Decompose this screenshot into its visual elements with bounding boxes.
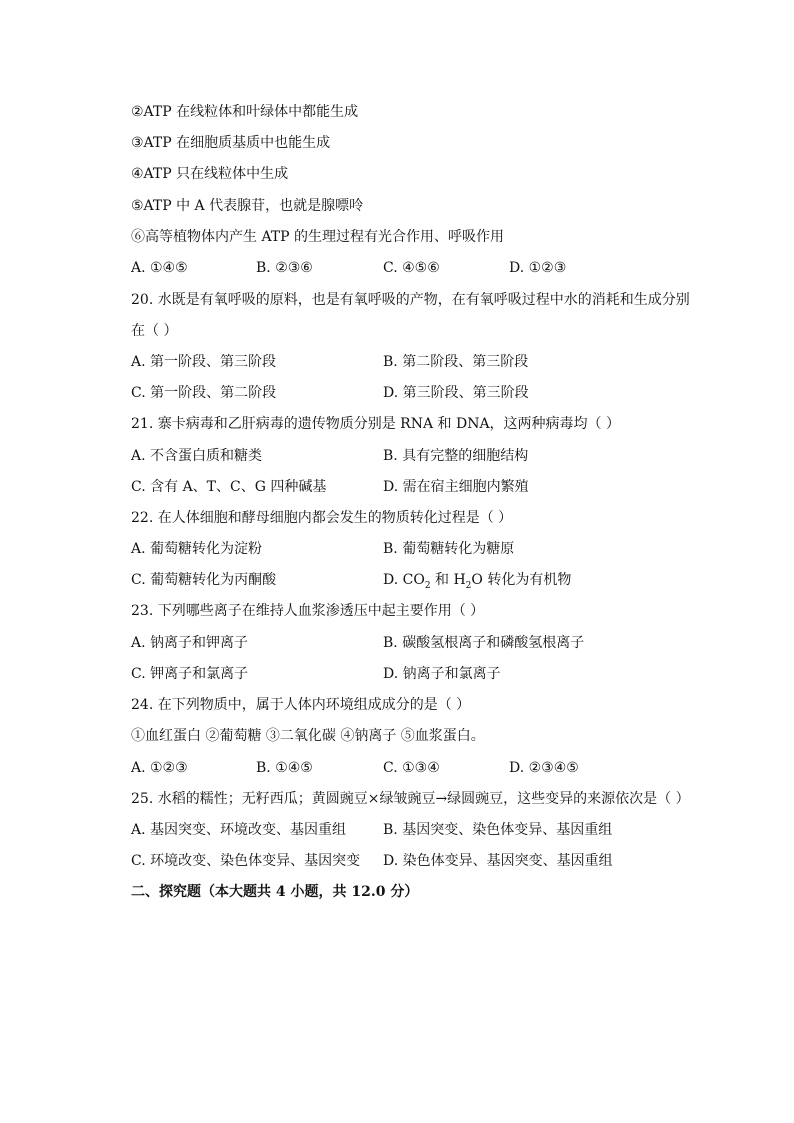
q23-option-d[interactable]: D. 钠离子和氯离子 xyxy=(383,666,501,682)
q22-option-d[interactable]: D. $CO_2$ 和 $H_2O$ 转化为有机物 xyxy=(383,572,572,591)
q22-option-c[interactable]: C. 葡萄糖转化为丙酮酸 xyxy=(131,572,277,588)
q25-option-a[interactable]: A. 基因突变、环境改变、基因重组 xyxy=(131,822,347,838)
section2-title: 二、探究题（本大题共 4 小题，共 12.0 分） xyxy=(131,884,419,900)
q21-option-d[interactable]: D. 需在宿主细胞内繁殖 xyxy=(383,479,529,495)
q21-option-b[interactable]: B. 具有完整的细胞结构 xyxy=(383,448,529,464)
q19-option-a[interactable]: A. ①④⑤ xyxy=(131,260,188,276)
q22-option-a[interactable]: A. 葡萄糖转化为淀粉 xyxy=(131,541,263,557)
q22-stem: 22. 在人体细胞和酵母细胞内都会发生的物质转化过程是（ ） xyxy=(131,510,513,526)
q19-option-b[interactable]: B. ②③⑥ xyxy=(256,260,313,276)
q24-option-c[interactable]: C. ①③④ xyxy=(383,760,440,776)
q20-option-a[interactable]: A. 第一阶段、第三阶段 xyxy=(131,354,277,370)
q20-option-d[interactable]: D. 第三阶段、第三阶段 xyxy=(383,385,529,401)
q25-option-c[interactable]: C. 环境改变、染色体变异、基因突变 xyxy=(131,853,361,869)
statement-4: ④ATP 只在线粒体中生成 xyxy=(131,166,289,182)
q25-option-b[interactable]: B. 基因突变、染色体变异、基因重组 xyxy=(383,822,613,838)
q25-option-d[interactable]: D. 染色体变异、基因突变、基因重组 xyxy=(383,853,613,869)
q24-option-a[interactable]: A. ①②③ xyxy=(131,760,188,776)
q24-option-d[interactable]: D. ②③④⑤ xyxy=(509,760,579,776)
q23-option-c[interactable]: C. 钾离子和氯离子 xyxy=(131,666,249,682)
statement-6: ⑥高等植物体内产生 ATP 的生理过程有光合作用、呼吸作用 xyxy=(131,229,505,245)
statement-2: ②ATP 在线粒体和叶绿体中都能生成 xyxy=(131,104,359,120)
statement-5: ⑤ATP 中 A 代表腺苷，也就是腺嘌呤 xyxy=(131,198,364,214)
q25-stem: 25. 水稻的糯性；无籽西瓜；黄圆豌豆×绿皱豌豆→绿圆豌豆，这些变异的来源依次是（ ） xyxy=(131,791,690,807)
q24-items: ①血红蛋白 ②葡萄糖 ③二氧化碳 ④钠离子 ⑤血浆蛋白。 xyxy=(131,728,485,744)
q24-stem: 24. 在下列物质中，属于人体内环境组成成分的是（ ） xyxy=(131,697,471,713)
q21-stem: 21. 寨卡病毒和乙肝病毒的遗传物质分别是 RNA 和 DNA，这两种病毒均（ ） xyxy=(131,416,621,432)
q23-stem: 23. 下列哪些离子在维持人血浆渗透压中起主要作用（ ） xyxy=(131,603,485,619)
statement-3: ③ATP 在细胞质基质中也能生成 xyxy=(131,135,331,151)
q21-option-a[interactable]: A. 不含蛋白质和糖类 xyxy=(131,448,263,464)
q22-option-b[interactable]: B. 葡萄糖转化为糖原 xyxy=(383,541,515,557)
q19-option-d[interactable]: D. ①②③ xyxy=(509,260,567,276)
q20-stem-line1: 20. 水既是有氧呼吸的原料，也是有氧呼吸的产物，在有氧呼吸过程中水的消耗和生成分别 xyxy=(131,292,690,308)
q23-option-a[interactable]: A. 钠离子和钾离子 xyxy=(131,635,249,651)
q20-option-c[interactable]: C. 第一阶段、第二阶段 xyxy=(131,385,277,401)
q23-option-b[interactable]: B. 碳酸氢根离子和磷酸氢根离子 xyxy=(383,635,585,651)
q24-option-b[interactable]: B. ①④⑤ xyxy=(256,760,313,776)
q21-option-c[interactable]: C. 含有 A、T、C、G 四种碱基 xyxy=(131,479,327,495)
q19-option-c[interactable]: C. ④⑤⑥ xyxy=(383,260,440,276)
q20-option-b[interactable]: B. 第二阶段、第三阶段 xyxy=(383,354,529,370)
q20-stem-line2: 在（ ） xyxy=(131,323,178,339)
